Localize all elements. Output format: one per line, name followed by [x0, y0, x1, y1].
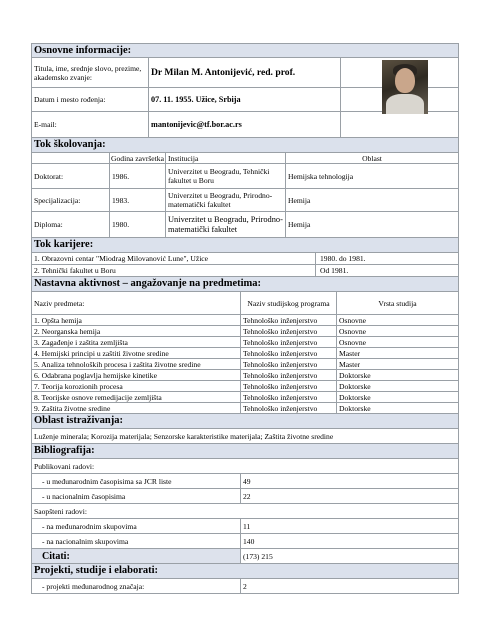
- education-row: [31, 189, 459, 212]
- jcr-row: [31, 474, 459, 489]
- intl-meetings-label: - na međunarodnim skupovima: [42, 521, 137, 531]
- education-year: 1983.: [109, 189, 165, 211]
- career-period: Od 1981.: [315, 265, 458, 276]
- photo-cell-3: [340, 112, 458, 137]
- teaching-row: [31, 337, 459, 348]
- education-field: Hemijska tehnologija: [285, 164, 458, 188]
- teaching-row: [31, 359, 459, 370]
- email-label: E-mail:: [34, 120, 57, 129]
- teaching-row: [31, 381, 459, 392]
- section-projects: Projekti, studije i elaborati:: [31, 564, 459, 579]
- birth-value: 07. 11. 1955. Užice, Srbija: [148, 88, 340, 111]
- education-col-empty: [32, 153, 109, 163]
- section-basic-info: Osnovne informacije:: [31, 43, 459, 58]
- teaching-subject: 2. Neorganska hemija: [34, 326, 101, 336]
- teaching-type: Osnovne: [336, 315, 458, 325]
- published-label: Publikovani radovi:: [34, 461, 95, 471]
- teaching-col-program: Naziv studijskog programa: [240, 292, 336, 314]
- section-career: Tok karijere:: [31, 238, 459, 253]
- teaching-col-type: Vrsta studija: [336, 292, 458, 314]
- education-row: [31, 164, 459, 189]
- teaching-program: Tehnološko inženjerstvo: [240, 392, 336, 402]
- research-text: Luženje minerala; Korozija materijala; Senzorske karakteristike materijala; Zaštita životne sredine: [34, 431, 334, 441]
- education-col-institution: Institucija: [165, 153, 285, 163]
- national-journals-label: - u nacionalnim časopisima: [42, 491, 126, 501]
- teaching-col-subject: Naziv predmeta:: [34, 298, 85, 308]
- education-level: Doktorat:: [34, 171, 64, 181]
- education-institution: Univerzitet u Beogradu, Prirodno-matematički fakultet: [165, 212, 285, 237]
- education-field: Hemija: [285, 189, 458, 211]
- teaching-subject: 3. Zagađenje i zaštita zemljišta: [34, 337, 128, 347]
- career-row: [31, 265, 459, 277]
- education-col-field: Oblast: [285, 153, 458, 163]
- projects-intl-value: 2: [240, 579, 336, 593]
- citations-value: (173) 215: [240, 549, 336, 563]
- teaching-type: Doktorske: [336, 392, 458, 402]
- jcr-value: 49: [240, 474, 336, 488]
- career-place: 1. Obrazovni centar "Miodrag Milovanović Lune", Užice: [34, 254, 209, 263]
- national-journals-row: [31, 489, 459, 504]
- teaching-type: Master: [336, 359, 458, 369]
- education-field: Hemija: [285, 212, 458, 237]
- teaching-type: Doktorske: [336, 381, 458, 391]
- teaching-header-row: [31, 292, 459, 315]
- research-row: [31, 429, 459, 444]
- citations-label: Citati:: [32, 549, 240, 563]
- email-row: [31, 112, 459, 138]
- section-research: Oblast istraživanja:: [31, 414, 459, 429]
- teaching-type: Doktorske: [336, 403, 458, 413]
- teaching-program: Tehnološko inženjerstvo: [240, 315, 336, 325]
- teaching-subject: 7. Teorija korozionih procesa: [34, 381, 123, 391]
- national-meetings-label: - na nacionalnim skupovima: [42, 536, 129, 546]
- education-year: 1980.: [109, 212, 165, 237]
- section-teaching: Nastavna aktivnost – angažovanje na predmetima:: [31, 277, 459, 292]
- email-value: mantonijevic@tf.bor.ac.rs: [148, 112, 340, 137]
- citations-row: [31, 549, 459, 564]
- education-institution: Univerzitet u Beogradu, Prirodno-matematički fakultet: [165, 189, 285, 211]
- section-bibliography: Bibliografija:: [31, 444, 459, 459]
- birth-label: Datum i mesto rođenja:: [34, 95, 106, 104]
- portrait-face: [395, 68, 415, 93]
- national-journals-value: 22: [240, 489, 336, 503]
- teaching-row: [31, 315, 459, 326]
- teaching-program: Tehnološko inženjerstvo: [240, 359, 336, 369]
- teaching-row: [31, 392, 459, 403]
- career-place: 2. Tehnički fakultet u Boru: [34, 266, 116, 275]
- career-row: [31, 253, 459, 265]
- teaching-subject: 6. Odabrana poglavlja hemijske kinetike: [34, 370, 157, 380]
- teaching-type: Osnovne: [336, 326, 458, 336]
- portrait-photo: [382, 60, 428, 114]
- teaching-row: [31, 403, 459, 414]
- education-header-row: [31, 153, 459, 164]
- teaching-type: Osnovne: [336, 337, 458, 347]
- teaching-subject: 1. Opšta hemija: [34, 315, 82, 325]
- portrait-shirt: [386, 94, 424, 114]
- published-row: [31, 459, 459, 474]
- cv-document: [31, 43, 459, 594]
- projects-row: [31, 579, 459, 594]
- teaching-row: [31, 326, 459, 337]
- education-year: 1986.: [109, 164, 165, 188]
- teaching-subject: 4. Hemijski principi u zaštiti životne sredine: [34, 348, 169, 358]
- teaching-program: Tehnološko inženjerstvo: [240, 337, 336, 347]
- career-period: 1980. do 1981.: [315, 253, 458, 264]
- presented-label: Saopšteni radovi:: [34, 506, 87, 516]
- section-education: Tok školovanja:: [31, 138, 459, 153]
- intl-meetings-value: 11: [240, 519, 336, 533]
- teaching-type: Doktorske: [336, 370, 458, 380]
- teaching-program: Tehnološko inženjerstvo: [240, 348, 336, 358]
- teaching-type: Master: [336, 348, 458, 358]
- education-level: Diploma:: [34, 220, 63, 229]
- teaching-row: [31, 348, 459, 359]
- teaching-program: Tehnološko inženjerstvo: [240, 326, 336, 336]
- national-meetings-value: 140: [240, 534, 336, 548]
- jcr-label: - u međunarodnim časopisima sa JCR liste: [42, 476, 172, 486]
- teaching-subject: 5. Analiza tehnoloških procesa i zaštita životne sredine: [34, 359, 201, 369]
- name-value: Dr Milan M. Antonijević, red. prof.: [148, 58, 340, 87]
- teaching-row: [31, 370, 459, 381]
- projects-intl-label: - projekti međunarodnog značaja:: [42, 581, 145, 591]
- teaching-subject: 8. Teorijske osnove remedijacije zemljišta: [34, 392, 162, 402]
- education-level: Specijalizacija:: [34, 195, 81, 205]
- name-label: Titula, ime, srednje slovo, prezime, akademsko zvanje:: [34, 63, 142, 82]
- education-row: [31, 212, 459, 238]
- education-col-year: Godina završetka: [109, 153, 165, 163]
- teaching-subject: 9. Zaštita životne sredine: [34, 403, 111, 413]
- teaching-program: Tehnološko inženjerstvo: [240, 403, 336, 413]
- intl-meetings-row: [31, 519, 459, 534]
- teaching-program: Tehnološko inženjerstvo: [240, 370, 336, 380]
- education-institution: Univerzitet u Beogradu, Tehnički fakultet u Boru: [165, 164, 285, 188]
- national-meetings-row: [31, 534, 459, 549]
- teaching-program: Tehnološko inženjerstvo: [240, 381, 336, 391]
- presented-row: [31, 504, 459, 519]
